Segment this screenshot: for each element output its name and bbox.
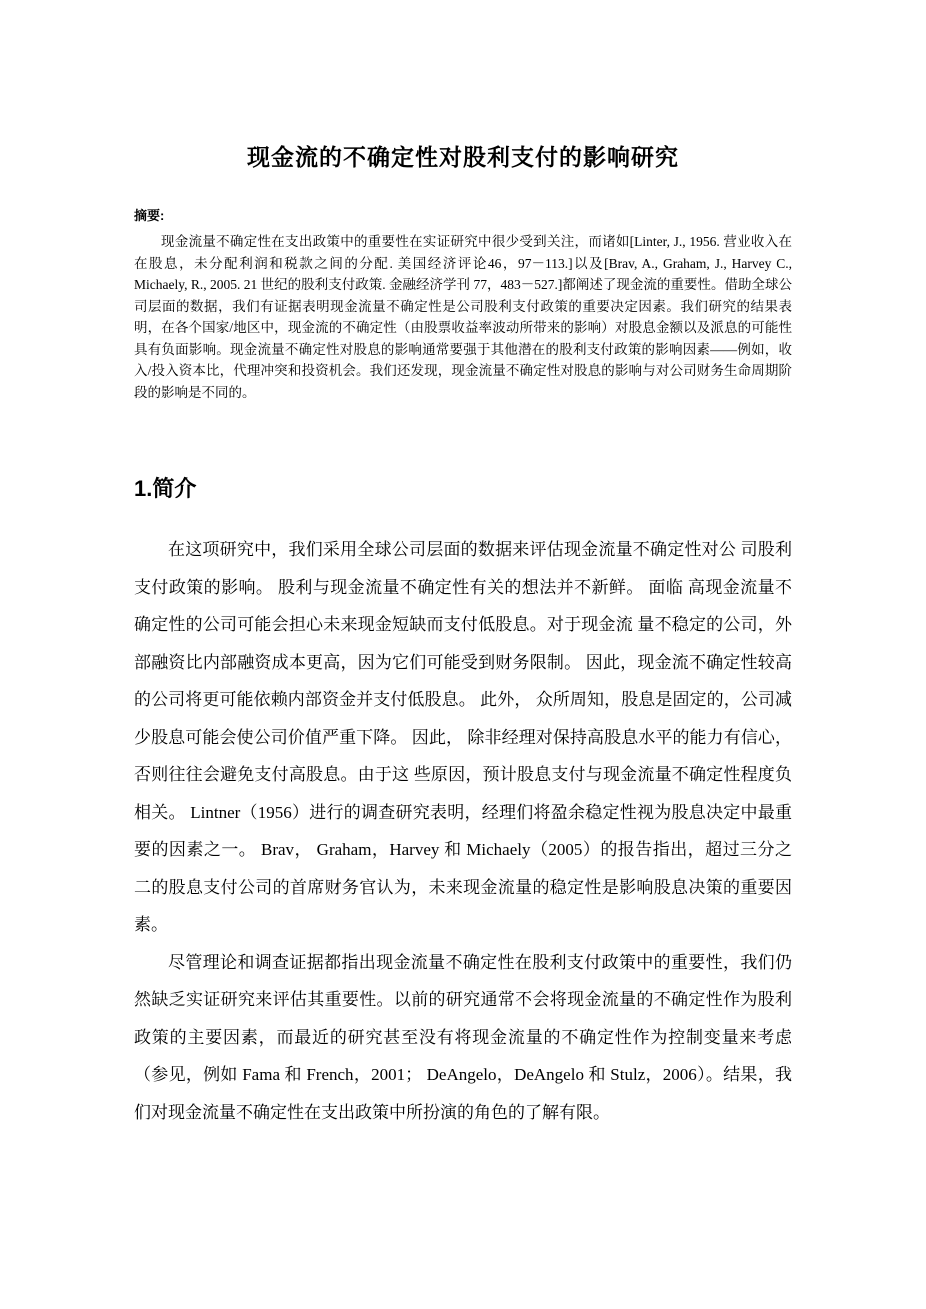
abstract-text: 现金流量不确定性在支出政策中的重要性在实证研究中很少受到关注，而诸如[Linter, J., 1956. 营业收入在在股息，未分配利润和税款之间的分配. 美国经济评论46，97－113.]以及[Brav, A., Graham, J., Harvey C., Michaely, R., 2005. 21 世纪的股利支付政策. 金融经济学刊 77，483－527.]都阐述了现金流的重要性。借助全球公司层面的数据，我们有证据表明现金流量不确定性是公司股利支付政策的重要决定因素。我们研究的结果表明，在各个国家/地区中，现金流的不确定性（由股票收益率波动所带来的影响）对股息金额以及派息的可能性具有负面影响。现金流量不确定性对股息的影响通常要强于其他潜在的股利支付政策的影响因素——例如，收入/投入资本比，代理冲突和投资机会。我们还发现，现金流量不确定性对股息的影响与对公司财务生命周期阶段的影响是不同的。 bbox=[134, 234, 792, 400]
body-paragraph: 在这项研究中，我们采用全球公司层面的数据来评估现金流量不确定性对公 司股利支付政策的影响。 股利与现金流量不确定性有关的想法并不新鲜。 面临 高现金流量不确定性的公司可能会担心未来现金短缺而支付低股息。对于现金流 量不稳定的公司，外部融资比内部融资成本更高，因为它们可能受到财务限制。 因此，现金流不确定性较高的公司将更可能依赖内部资金并支付低股息。 此外， 众所周知，股息是固定的，公司减少股息可能会使公司价值严重下降。 因此， 除非经理对保持高股息水平的能力有信心，否则往往会避免支付高股息。由于这 些原因，预计股息支付与现金流量不确定性程度负相关。 Lintner（1956）进行的调查研究表明，经理们将盈余稳定性视为股息决定中最重要的因素之一。 Brav， Graham，Harvey 和 Michaely（2005）的报告指出，超过三分之二的股息支付公司的首席财务官认为，未来现金流量的稳定性是影响股息决策的重要因素。 bbox=[134, 540, 792, 934]
body-paragraph: 尽管理论和调查证据都指出现金流量不确定性在股利支付政策中的重要性，我们仍然缺乏实证研究来评估其重要性。以前的研究通常不会将现金流量的不确定性作为股利政策的主要因素，而最近的研究甚至没有将现金流量的不确定性作为控制变量来考虑（参见，例如 Fama 和 French，2001； DeAngelo，DeAngelo 和 Stulz，2006）。结果，我们对现金流量不确定性在支出政策中所扮演的角色的了解有限。 bbox=[134, 952, 792, 1122]
page-title: 现金流的不确定性对股利支付的影响研究 bbox=[247, 144, 679, 170]
abstract-label: 摘要: bbox=[134, 208, 165, 223]
body-text-block bbox=[134, 531, 792, 1131]
section-heading-introduction: 1.简介 bbox=[134, 476, 197, 501]
